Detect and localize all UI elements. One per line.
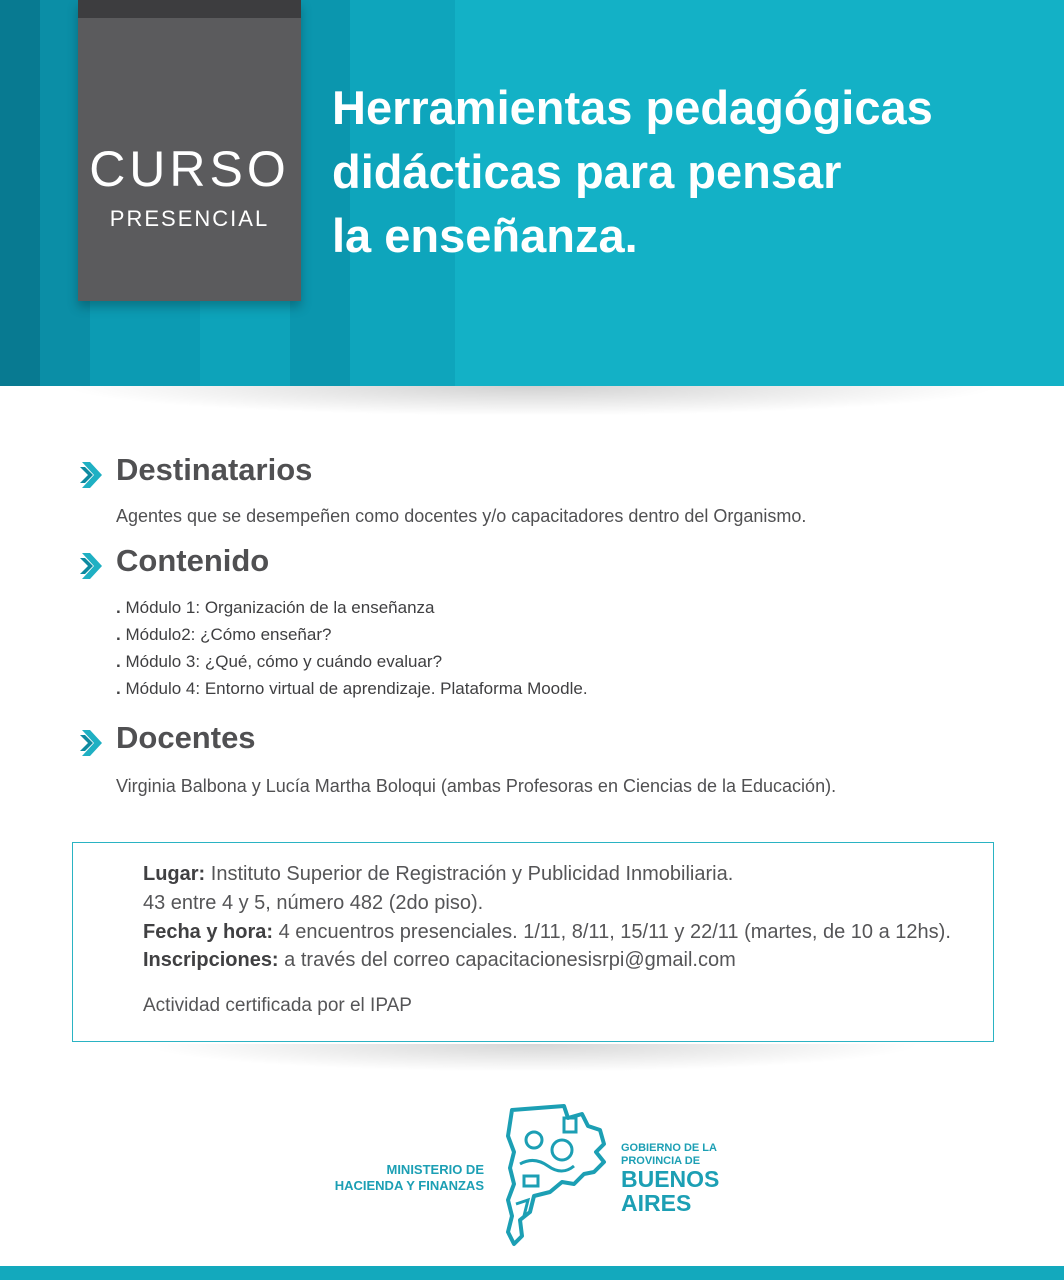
banner-shadow bbox=[60, 386, 1004, 416]
info-direccion: 43 entre 4 y 5, número 482 (2do piso). bbox=[143, 892, 484, 914]
gob-line: AIRES bbox=[621, 1190, 692, 1216]
inscripciones-label: Inscripciones: bbox=[143, 949, 279, 971]
course-type: CURSO bbox=[89, 141, 290, 197]
course-title-line: didácticas para pensar bbox=[332, 145, 842, 198]
destinatarios-text: Agentes que se desempeñen como docentes y/o capacitadores dentro del Organismo. bbox=[116, 506, 807, 526]
chevron-right-icon bbox=[80, 726, 108, 760]
course-mode: PRESENCIAL bbox=[109, 206, 270, 231]
gob-line: BUENOS bbox=[621, 1166, 720, 1192]
section-title: Destinatarios bbox=[116, 452, 313, 487]
chevron-right-icon bbox=[80, 549, 108, 583]
gob-line: GOBIERNO DE LA bbox=[621, 1142, 717, 1154]
gob-line: PROVINCIA DE bbox=[621, 1155, 701, 1167]
ministry-line: HACIENDA Y FINANZAS bbox=[334, 1178, 484, 1193]
header-banner bbox=[0, 0, 1064, 386]
list-item: . Módulo 3: ¿Qué, cómo y cuándo evaluar? bbox=[116, 652, 443, 671]
course-title-line: Herramientas pedagógicas bbox=[332, 81, 933, 134]
info-box-shadow bbox=[140, 1044, 924, 1072]
list-item: . Módulo 4: Entorno virtual de aprendizaje. Plataforma Moodle. bbox=[116, 679, 588, 698]
gob-small-text bbox=[621, 1142, 717, 1168]
docentes-text: Virginia Balbona y Lucía Martha Boloqui (ambas Profesoras en Ciencias de la Educación). bbox=[116, 776, 837, 796]
bottom-bar bbox=[0, 1266, 1064, 1280]
gob-big-text bbox=[621, 1167, 719, 1215]
list-item: . Módulo2: ¿Cómo enseñar? bbox=[116, 625, 332, 644]
banner-stripe bbox=[0, 0, 40, 386]
info-inscripciones bbox=[143, 949, 736, 972]
fecha-value: 4 encuentros presenciales. 1/11, 8/11, 15/11 y 22/11 (martes, de 10 a 12hs). bbox=[278, 921, 951, 943]
section-title: Contenido bbox=[116, 543, 270, 578]
fecha-label: Fecha y hora: bbox=[143, 921, 274, 943]
course-type-box bbox=[78, 0, 301, 301]
chevron-right-icon bbox=[80, 458, 108, 492]
info-lugar bbox=[143, 863, 733, 886]
info-fecha bbox=[143, 921, 951, 944]
course-title bbox=[332, 76, 1052, 268]
course-box-topbar bbox=[78, 0, 301, 18]
ministry-logo-text bbox=[300, 1162, 484, 1194]
list-item: . Módulo 1: Organización de la enseñanza bbox=[116, 598, 435, 617]
lugar-label: Lugar: bbox=[143, 863, 206, 885]
section-title: Docentes bbox=[116, 720, 256, 755]
inscripciones-value[interactable]: a través del correo capacitacionesisrpi@gmail.com bbox=[284, 949, 736, 971]
info-box bbox=[72, 842, 994, 1042]
course-title-line: la enseñanza. bbox=[332, 209, 638, 262]
province-map-icon bbox=[504, 1104, 610, 1248]
ministry-line: MINISTERIO DE bbox=[386, 1162, 484, 1177]
certification-note: Actividad certificada por el IPAP bbox=[143, 995, 412, 1016]
lugar-value: Instituto Superior de Registración y Publicidad Inmobiliaria. bbox=[210, 863, 734, 885]
